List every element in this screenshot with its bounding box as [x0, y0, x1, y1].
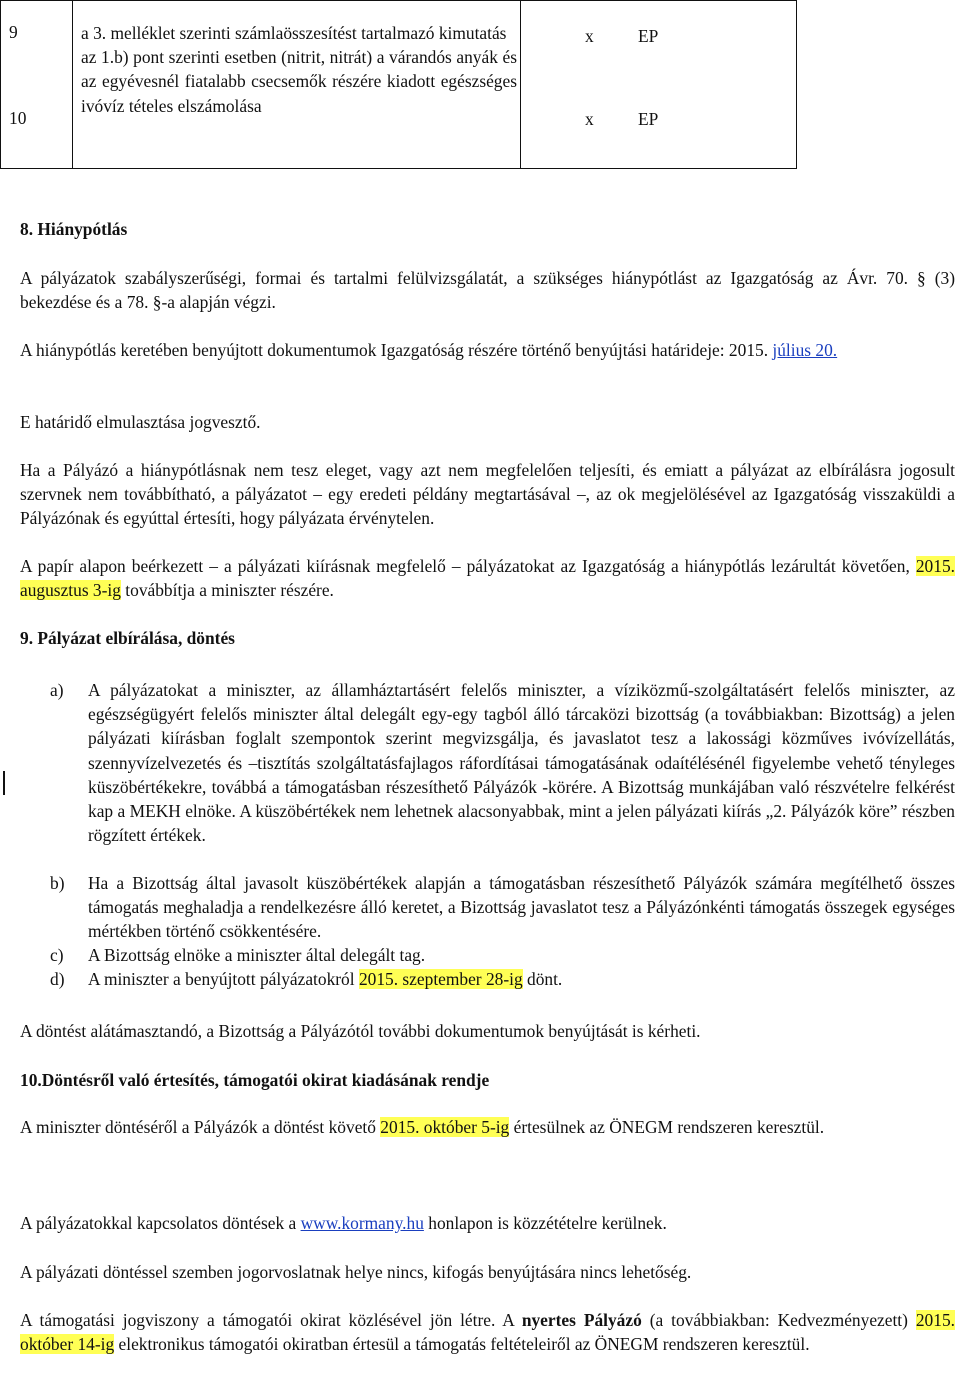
- section-10-paragraph-3: A pályázati döntéssel szemben jogorvoslatnak helye nincs, kifogás benyújtására nincs lehetőség.: [20, 1262, 692, 1282]
- row-10-code: EP: [638, 109, 659, 129]
- publish-text: A pályázatokkal kapcsolatos döntések a: [20, 1213, 301, 1233]
- deadline-text: A hiánypótlás keretében benyújtott dokumentumok Igazgatóság részére történő benyújtási határideje: 2015.: [20, 340, 773, 360]
- section-9-closing: A döntést alátámasztandó, a Bizottság a Pályázótól további dokumentumok benyújtását is kérheti.: [20, 1021, 701, 1041]
- list-item-a: [50, 678, 955, 847]
- section-10-paragraph-4: [20, 1308, 955, 1356]
- forwarding-date: 2015. augusztus 3-ig: [20, 556, 955, 601]
- section-8-paragraph-5: [20, 554, 955, 602]
- forwarding-text: A papír alapon beérkezett – a pályázati kiírásnak megfelelő – pályázatokat az Igazgatóság a hiánypótlás lezárultát követően,: [20, 556, 916, 576]
- list-text-a: A pályázatokat a miniszter, az államháztartásért felelős miniszter, a víziközmű-szolgáltatásért felelős miniszter, az egészségügyért felelős miniszter által delegált egy-egy tagból álló tárcaközi bizottság (a továbbiakban: Bizottság) a jelen pályázati kiírásban foglalt szempontok szerint megvizsgálja, és javaslatot tesz a lakossági közműves ivóvízellátás, szennyvízelvezetés és –tisztítás szolgáltatásfajlagos ráfordításai támogatásának odaítélésénél figyelembe vehető tényleges küszöbértékekre, továbbá a támogatásban részesíthető Pályázók -körére. A Bizottság munkájában való részvételre felkérést kap a MEKH elnöke. A küszöbértékek nem lehetnek alacsonyabbak, mint a jelen pályázati kiírás „2. Pályázók köre” részben rögzített értékek.: [88, 680, 955, 846]
- list-item-d: [50, 967, 955, 991]
- list-label-a: a): [50, 680, 64, 700]
- list-text-d: [88, 967, 955, 991]
- row-number-9: 9: [9, 22, 18, 42]
- list-item-b: [50, 871, 955, 944]
- section-8-heading: 8. Hiánypótlás: [20, 219, 128, 239]
- row-9-text: a 3. melléklet szerinti számlaösszesítést tartalmazó kimutatás: [81, 23, 507, 43]
- mark-column: [521, 1, 797, 169]
- deadline-date: július 20.: [772, 340, 838, 360]
- list-item-c: [50, 943, 955, 967]
- change-bar: [3, 771, 5, 795]
- decision-text: A miniszter a benyújtott pályázatokról: [88, 969, 359, 989]
- section-8-paragraph-1: A pályázatok szabályszerűségi, formai és tartalmi felülvizsgálatát, a szükséges hiánypótlást az Igazgatóság az Ávr. 70. § (3) bekezdése és a 78. §-a alapján végzi.: [20, 268, 955, 313]
- notify-text: A miniszter döntéséről a Pályázók a döntést követő: [20, 1117, 381, 1137]
- certificate-date: 2015. október 14-ig: [20, 1310, 955, 1355]
- row-10-text: az 1.b) pont szerinti esetben (nitrit, nitrát) a várandós anyák és az egyévesnél fiatalabb csecsemők részére kiadott egészséges ivóvíz tételes elszámolása: [81, 47, 517, 116]
- section-10-heading: 10.Döntésről való értesítés, támogatói okirat kiadásának rendje: [20, 1070, 490, 1090]
- relationship-text-end: elektronikus támogatói okiratban értesül a támogatás feltételeiről az ÖNEGM rendszeren keresztül.: [114, 1334, 810, 1355]
- winner-term: nyertes Pályázó: [521, 1310, 642, 1330]
- list-text-b: Ha a Bizottság által javasolt küszöbértékek alapján a támogatásban részesíthető Pályázók számára megítélhető összes támogatás meghaladja a rendelkezésre álló keretet, a Bizottság javaslatot tesz a Pályázónkénti támogatás összegek egységes mértékben történő csökkentésére.: [88, 873, 955, 942]
- kormany-link[interactable]: www.kormany.hu: [300, 1213, 424, 1233]
- publish-text-end: honlapon is közzétételre kerülnek.: [423, 1213, 667, 1233]
- decision-date: 2015. szeptember 28-ig: [358, 969, 523, 989]
- section-8-paragraph-4: Ha a Pályázó a hiánypótlásnak nem tesz eleget, vagy azt nem megfelelően teljesíti, és emiatt a pályázat az elbírálásra jogosult szervnek nem továbbítható, a pályázatot – egy eredeti példány megtartásával –, az ok megjelölésével az Igazgatóság visszaküldi a Pályázónak és egyúttal értesíti, hogy pályázata érvénytelen.: [20, 460, 955, 529]
- row-number-10: 10: [9, 108, 27, 128]
- list-text-c: A Bizottság elnöke a miniszter által delegált tag.: [88, 945, 426, 965]
- row-descriptions: [81, 21, 517, 118]
- row-9-code: EP: [638, 26, 659, 46]
- row-10-mark: x: [585, 109, 594, 129]
- section-10-paragraph-2: [20, 1211, 955, 1235]
- list-label-b: b): [50, 873, 65, 893]
- row-9-mark: x: [585, 26, 594, 46]
- notify-date: 2015. október 5-ig: [380, 1117, 510, 1137]
- list-label-c: c): [50, 945, 64, 965]
- beneficiary-text: (a továbbiakban: Kedvezményezett): [641, 1310, 916, 1330]
- section-9-heading: 9. Pályázat elbírálása, döntés: [20, 628, 235, 648]
- section-8-deadline-paragraph: [20, 338, 955, 362]
- relationship-text: A támogatási jogviszony a támogatói okirat közlésével jön létre. A: [20, 1310, 522, 1330]
- notify-text-end: értesülnek az ÖNEGM rendszeren keresztül.: [509, 1117, 825, 1137]
- forwarding-text-end: továbbítja a miniszter részére.: [120, 580, 334, 601]
- list-label-d: d): [50, 969, 65, 989]
- decision-text-end: dönt.: [522, 969, 563, 989]
- section-10-paragraph-1: [20, 1115, 955, 1139]
- section-8-paragraph-3: E határidő elmulasztása jogvesztő.: [20, 412, 261, 432]
